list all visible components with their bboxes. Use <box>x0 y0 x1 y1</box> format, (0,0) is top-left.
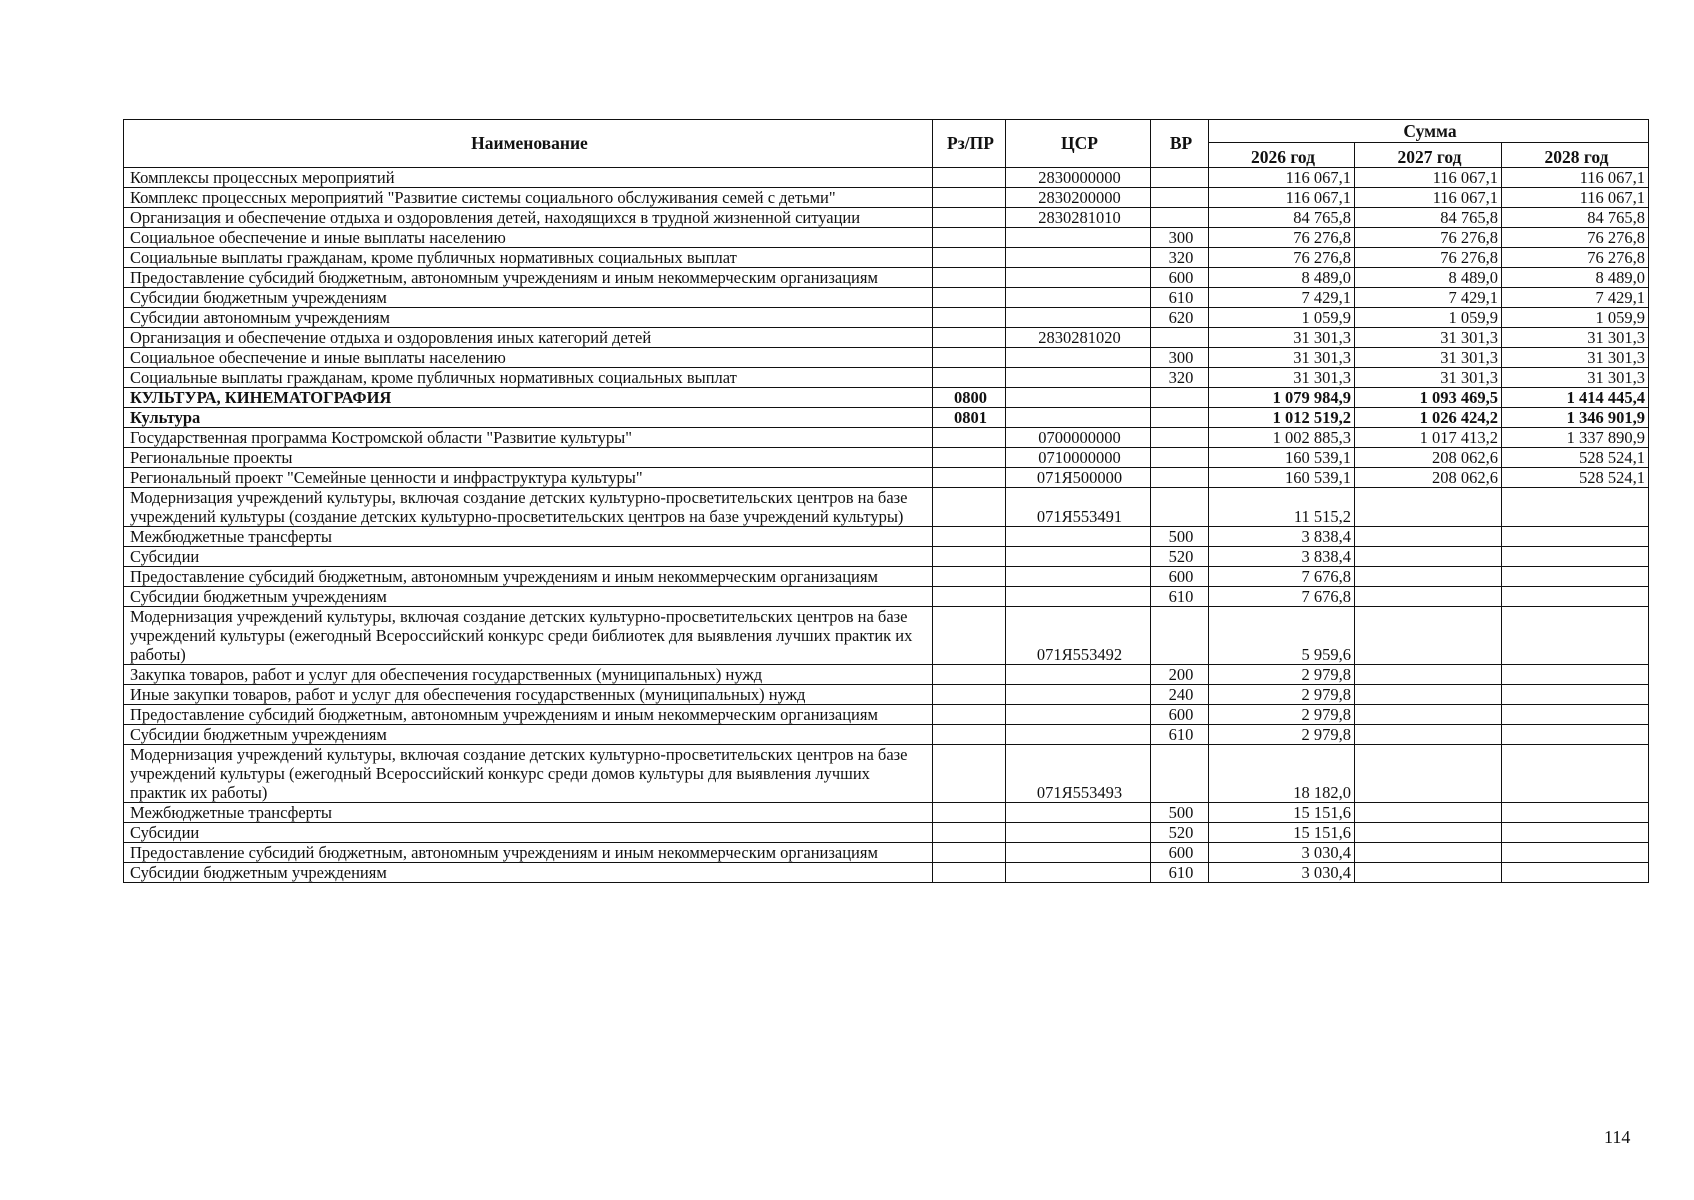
cell-csr: 2830000000 <box>1006 168 1151 188</box>
table-row <box>124 725 1649 745</box>
cell-2028 <box>1502 547 1649 567</box>
cell-vr: 600 <box>1151 268 1209 288</box>
cell-rzpr <box>933 725 1006 745</box>
table-row <box>124 843 1649 863</box>
cell-csr: 2830200000 <box>1006 188 1151 208</box>
table-row <box>124 607 1649 665</box>
cell-2027 <box>1355 803 1502 823</box>
cell-rzpr <box>933 803 1006 823</box>
cell-2028 <box>1502 567 1649 587</box>
cell-csr <box>1006 348 1151 368</box>
cell-vr: 520 <box>1151 823 1209 843</box>
cell-2028 <box>1502 725 1649 745</box>
table-row <box>124 348 1649 368</box>
cell-csr <box>1006 288 1151 308</box>
cell-csr <box>1006 665 1151 685</box>
cell-name: Комплексы процессных мероприятий <box>124 168 933 188</box>
cell-2027 <box>1355 725 1502 745</box>
cell-csr: 071Я553493 <box>1006 745 1151 803</box>
cell-name: Социальное обеспечение и иные выплаты населению <box>124 228 933 248</box>
cell-name: Субсидии <box>124 547 933 567</box>
cell-2026: 76 276,8 <box>1209 248 1355 268</box>
cell-name: Межбюджетные трансферты <box>124 803 933 823</box>
header-year-2027: 2027 год <box>1355 143 1502 168</box>
cell-2028 <box>1502 823 1649 843</box>
cell-rzpr <box>933 308 1006 328</box>
cell-2027 <box>1355 745 1502 803</box>
cell-name: Межбюджетные трансферты <box>124 527 933 547</box>
table-row <box>124 468 1649 488</box>
cell-2026: 116 067,1 <box>1209 168 1355 188</box>
cell-name: Региональный проект "Семейные ценности и инфраструктура культуры" <box>124 468 933 488</box>
budget-table <box>123 119 1649 883</box>
cell-name: Субсидии бюджетным учреждениям <box>124 587 933 607</box>
cell-vr <box>1151 208 1209 228</box>
cell-vr: 610 <box>1151 863 1209 883</box>
cell-2028 <box>1502 745 1649 803</box>
cell-rzpr <box>933 168 1006 188</box>
cell-csr <box>1006 368 1151 388</box>
cell-rzpr <box>933 745 1006 803</box>
cell-2028 <box>1502 607 1649 665</box>
cell-2028 <box>1502 685 1649 705</box>
cell-csr <box>1006 268 1151 288</box>
table-row <box>124 248 1649 268</box>
cell-2026: 1 012 519,2 <box>1209 408 1355 428</box>
budget-table-container <box>123 119 1648 883</box>
cell-csr: 071Я500000 <box>1006 468 1151 488</box>
cell-csr <box>1006 567 1151 587</box>
table-row <box>124 168 1649 188</box>
cell-2028 <box>1502 863 1649 883</box>
table-row <box>124 428 1649 448</box>
cell-2027: 76 276,8 <box>1355 248 1502 268</box>
cell-rzpr <box>933 288 1006 308</box>
cell-vr: 500 <box>1151 803 1209 823</box>
cell-2026: 7 676,8 <box>1209 587 1355 607</box>
cell-rzpr <box>933 685 1006 705</box>
cell-rzpr <box>933 188 1006 208</box>
cell-2027: 208 062,6 <box>1355 448 1502 468</box>
cell-2028: 31 301,3 <box>1502 328 1649 348</box>
cell-2028 <box>1502 843 1649 863</box>
cell-2027: 84 765,8 <box>1355 208 1502 228</box>
cell-csr <box>1006 863 1151 883</box>
cell-csr <box>1006 527 1151 547</box>
cell-name: Субсидии бюджетным учреждениям <box>124 725 933 745</box>
cell-2027: 31 301,3 <box>1355 348 1502 368</box>
cell-rzpr <box>933 228 1006 248</box>
cell-2027 <box>1355 685 1502 705</box>
cell-rzpr <box>933 567 1006 587</box>
table-body <box>124 168 1649 883</box>
header-year-2028: 2028 год <box>1502 143 1649 168</box>
cell-2028 <box>1502 665 1649 685</box>
cell-csr: 0710000000 <box>1006 448 1151 468</box>
cell-2027: 31 301,3 <box>1355 328 1502 348</box>
cell-vr: 300 <box>1151 348 1209 368</box>
cell-name: Предоставление субсидий бюджетным, автономным учреждениям и иным некоммерческим организациям <box>124 843 933 863</box>
cell-2026: 31 301,3 <box>1209 348 1355 368</box>
cell-2027 <box>1355 607 1502 665</box>
cell-rzpr <box>933 268 1006 288</box>
cell-name: КУЛЬТУРА, КИНЕМАТОГРАФИЯ <box>124 388 933 408</box>
table-row <box>124 288 1649 308</box>
header-vr: ВР <box>1151 120 1209 168</box>
cell-2026: 84 765,8 <box>1209 208 1355 228</box>
cell-rzpr <box>933 863 1006 883</box>
header-name: Наименование <box>124 120 933 168</box>
cell-2026: 15 151,6 <box>1209 823 1355 843</box>
table-row <box>124 268 1649 288</box>
cell-csr <box>1006 408 1151 428</box>
cell-rzpr <box>933 248 1006 268</box>
cell-vr <box>1151 168 1209 188</box>
cell-2027: 31 301,3 <box>1355 368 1502 388</box>
cell-2026: 18 182,0 <box>1209 745 1355 803</box>
cell-2026: 2 979,8 <box>1209 725 1355 745</box>
cell-2026: 7 676,8 <box>1209 567 1355 587</box>
cell-csr <box>1006 705 1151 725</box>
cell-name: Закупка товаров, работ и услуг для обеспечения государственных (муниципальных) нужд <box>124 665 933 685</box>
cell-2027: 1 017 413,2 <box>1355 428 1502 448</box>
cell-2028: 1 414 445,4 <box>1502 388 1649 408</box>
cell-2028: 528 524,1 <box>1502 448 1649 468</box>
cell-2026: 7 429,1 <box>1209 288 1355 308</box>
cell-name: Субсидии автономным учреждениям <box>124 308 933 328</box>
cell-2028 <box>1502 705 1649 725</box>
cell-name: Региональные проекты <box>124 448 933 468</box>
cell-name: Комплекс процессных мероприятий "Развитие системы социального обслуживания семей с детьми" <box>124 188 933 208</box>
cell-csr <box>1006 308 1151 328</box>
cell-name: Субсидии бюджетным учреждениям <box>124 863 933 883</box>
cell-name: Модернизация учреждений культуры, включая создание детских культурно-просветительских центров на базе учреждений культуры (ежегодный Всероссийский конкурс среди домов культуры для выявления лучших практик их работы) <box>124 745 933 803</box>
cell-rzpr <box>933 488 1006 527</box>
cell-rzpr <box>933 607 1006 665</box>
cell-vr <box>1151 188 1209 208</box>
header-rzpr: Рз/ПР <box>933 120 1006 168</box>
cell-rzpr <box>933 208 1006 228</box>
cell-2027: 8 489,0 <box>1355 268 1502 288</box>
cell-rzpr <box>933 587 1006 607</box>
cell-2027: 1 093 469,5 <box>1355 388 1502 408</box>
cell-vr <box>1151 745 1209 803</box>
cell-2028: 76 276,8 <box>1502 248 1649 268</box>
cell-2028 <box>1502 587 1649 607</box>
cell-2027: 208 062,6 <box>1355 468 1502 488</box>
cell-vr: 600 <box>1151 843 1209 863</box>
cell-2026: 160 539,1 <box>1209 468 1355 488</box>
table-row <box>124 328 1649 348</box>
cell-csr: 2830281010 <box>1006 208 1151 228</box>
cell-vr <box>1151 468 1209 488</box>
cell-2028: 1 337 890,9 <box>1502 428 1649 448</box>
cell-vr: 610 <box>1151 725 1209 745</box>
cell-csr <box>1006 725 1151 745</box>
cell-rzpr <box>933 705 1006 725</box>
table-row <box>124 863 1649 883</box>
cell-2027 <box>1355 547 1502 567</box>
table-row <box>124 388 1649 408</box>
cell-csr <box>1006 388 1151 408</box>
header-csr: ЦСР <box>1006 120 1151 168</box>
cell-2027 <box>1355 705 1502 725</box>
cell-2028: 116 067,1 <box>1502 188 1649 208</box>
cell-2027 <box>1355 587 1502 607</box>
cell-2028 <box>1502 803 1649 823</box>
cell-csr: 071Я553491 <box>1006 488 1151 527</box>
cell-vr <box>1151 488 1209 527</box>
table-header <box>124 120 1649 168</box>
cell-rzpr <box>933 368 1006 388</box>
cell-2026: 160 539,1 <box>1209 448 1355 468</box>
cell-name: Модернизация учреждений культуры, включая создание детских культурно-просветительских центров на базе учреждений культуры (создание детских культурно-просветительских центров на базе учреждений культуры) <box>124 488 933 527</box>
cell-name: Субсидии <box>124 823 933 843</box>
table-row <box>124 448 1649 468</box>
cell-name: Социальные выплаты гражданам, кроме публичных нормативных социальных выплат <box>124 368 933 388</box>
cell-rzpr <box>933 547 1006 567</box>
cell-2026: 8 489,0 <box>1209 268 1355 288</box>
cell-2026: 1 059,9 <box>1209 308 1355 328</box>
table-row <box>124 803 1649 823</box>
cell-vr <box>1151 428 1209 448</box>
cell-2026: 3 030,4 <box>1209 863 1355 883</box>
cell-name: Культура <box>124 408 933 428</box>
cell-vr: 600 <box>1151 705 1209 725</box>
cell-2028: 116 067,1 <box>1502 168 1649 188</box>
cell-2028: 31 301,3 <box>1502 348 1649 368</box>
cell-vr: 320 <box>1151 368 1209 388</box>
cell-2026: 3 030,4 <box>1209 843 1355 863</box>
cell-name: Социальные выплаты гражданам, кроме публичных нормативных социальных выплат <box>124 248 933 268</box>
cell-2026: 11 515,2 <box>1209 488 1355 527</box>
cell-2026: 1 002 885,3 <box>1209 428 1355 448</box>
cell-rzpr <box>933 428 1006 448</box>
cell-name: Предоставление субсидий бюджетным, автономным учреждениям и иным некоммерческим организациям <box>124 567 933 587</box>
cell-vr <box>1151 328 1209 348</box>
cell-rzpr <box>933 468 1006 488</box>
cell-2027 <box>1355 843 1502 863</box>
cell-vr <box>1151 408 1209 428</box>
cell-2027: 76 276,8 <box>1355 228 1502 248</box>
cell-csr: 0700000000 <box>1006 428 1151 448</box>
table-row <box>124 188 1649 208</box>
cell-vr: 600 <box>1151 567 1209 587</box>
cell-2028: 8 489,0 <box>1502 268 1649 288</box>
table-row <box>124 527 1649 547</box>
cell-rzpr <box>933 665 1006 685</box>
cell-vr <box>1151 607 1209 665</box>
table-row <box>124 368 1649 388</box>
cell-2026: 2 979,8 <box>1209 705 1355 725</box>
cell-2027 <box>1355 527 1502 547</box>
cell-name: Субсидии бюджетным учреждениям <box>124 288 933 308</box>
cell-name: Социальное обеспечение и иные выплаты населению <box>124 348 933 368</box>
cell-vr <box>1151 388 1209 408</box>
cell-2027 <box>1355 823 1502 843</box>
table-row <box>124 705 1649 725</box>
cell-2027: 116 067,1 <box>1355 168 1502 188</box>
cell-csr <box>1006 843 1151 863</box>
cell-csr <box>1006 248 1151 268</box>
cell-csr <box>1006 803 1151 823</box>
cell-vr: 610 <box>1151 288 1209 308</box>
cell-vr: 620 <box>1151 308 1209 328</box>
cell-2026: 1 079 984,9 <box>1209 388 1355 408</box>
table-row <box>124 665 1649 685</box>
table-row <box>124 408 1649 428</box>
cell-vr: 610 <box>1151 587 1209 607</box>
cell-2026: 2 979,8 <box>1209 685 1355 705</box>
cell-csr <box>1006 228 1151 248</box>
cell-vr: 240 <box>1151 685 1209 705</box>
header-year-2026: 2026 год <box>1209 143 1355 168</box>
cell-2028 <box>1502 488 1649 527</box>
cell-2028: 31 301,3 <box>1502 368 1649 388</box>
page-number: 114 <box>1604 1127 1631 1147</box>
cell-csr <box>1006 547 1151 567</box>
cell-name: Организация и обеспечение отдыха и оздоровления иных категорий детей <box>124 328 933 348</box>
cell-rzpr <box>933 328 1006 348</box>
cell-2028 <box>1502 527 1649 547</box>
cell-2026: 5 959,6 <box>1209 607 1355 665</box>
table-row <box>124 587 1649 607</box>
table-row <box>124 685 1649 705</box>
cell-name: Иные закупки товаров, работ и услуг для обеспечения государственных (муниципальных) нужд <box>124 685 933 705</box>
cell-name: Государственная программа Костромской области "Развитие культуры" <box>124 428 933 448</box>
cell-2028: 528 524,1 <box>1502 468 1649 488</box>
table-row <box>124 488 1649 527</box>
cell-rzpr <box>933 823 1006 843</box>
cell-csr: 071Я553492 <box>1006 607 1151 665</box>
cell-vr: 200 <box>1151 665 1209 685</box>
cell-2026: 31 301,3 <box>1209 328 1355 348</box>
cell-csr <box>1006 823 1151 843</box>
cell-vr: 500 <box>1151 527 1209 547</box>
cell-2027 <box>1355 567 1502 587</box>
cell-rzpr <box>933 843 1006 863</box>
cell-2026: 76 276,8 <box>1209 228 1355 248</box>
cell-2026: 15 151,6 <box>1209 803 1355 823</box>
cell-2026: 3 838,4 <box>1209 547 1355 567</box>
table-row <box>124 208 1649 228</box>
cell-2026: 3 838,4 <box>1209 527 1355 547</box>
cell-csr <box>1006 587 1151 607</box>
table-row <box>124 547 1649 567</box>
cell-2026: 31 301,3 <box>1209 368 1355 388</box>
cell-2026: 2 979,8 <box>1209 665 1355 685</box>
cell-rzpr: 0800 <box>933 388 1006 408</box>
cell-name: Организация и обеспечение отдыха и оздоровления детей, находящихся в трудной жизненной ситуации <box>124 208 933 228</box>
cell-2027: 7 429,1 <box>1355 288 1502 308</box>
cell-vr: 520 <box>1151 547 1209 567</box>
cell-vr: 320 <box>1151 248 1209 268</box>
cell-csr <box>1006 685 1151 705</box>
cell-vr: 300 <box>1151 228 1209 248</box>
table-row <box>124 745 1649 803</box>
cell-2027 <box>1355 863 1502 883</box>
table-row <box>124 567 1649 587</box>
cell-rzpr: 0801 <box>933 408 1006 428</box>
cell-2027: 1 059,9 <box>1355 308 1502 328</box>
table-row <box>124 308 1649 328</box>
cell-2028: 1 059,9 <box>1502 308 1649 328</box>
cell-2028: 76 276,8 <box>1502 228 1649 248</box>
cell-2026: 116 067,1 <box>1209 188 1355 208</box>
header-sum: Сумма <box>1209 120 1649 143</box>
table-row <box>124 823 1649 843</box>
cell-2027: 1 026 424,2 <box>1355 408 1502 428</box>
cell-name: Модернизация учреждений культуры, включая создание детских культурно-просветительских центров на базе учреждений культуры (ежегодный Всероссийский конкурс среди библиотек для выявления лучших практик их работы) <box>124 607 933 665</box>
cell-2027 <box>1355 488 1502 527</box>
cell-rzpr <box>933 448 1006 468</box>
cell-name: Предоставление субсидий бюджетным, автономным учреждениям и иным некоммерческим организациям <box>124 705 933 725</box>
cell-2028: 84 765,8 <box>1502 208 1649 228</box>
cell-2028: 7 429,1 <box>1502 288 1649 308</box>
cell-2027: 116 067,1 <box>1355 188 1502 208</box>
cell-csr: 2830281020 <box>1006 328 1151 348</box>
table-row <box>124 228 1649 248</box>
cell-vr <box>1151 448 1209 468</box>
cell-2027 <box>1355 665 1502 685</box>
cell-2028: 1 346 901,9 <box>1502 408 1649 428</box>
cell-name: Предоставление субсидий бюджетным, автономным учреждениям и иным некоммерческим организациям <box>124 268 933 288</box>
cell-rzpr <box>933 527 1006 547</box>
cell-rzpr <box>933 348 1006 368</box>
